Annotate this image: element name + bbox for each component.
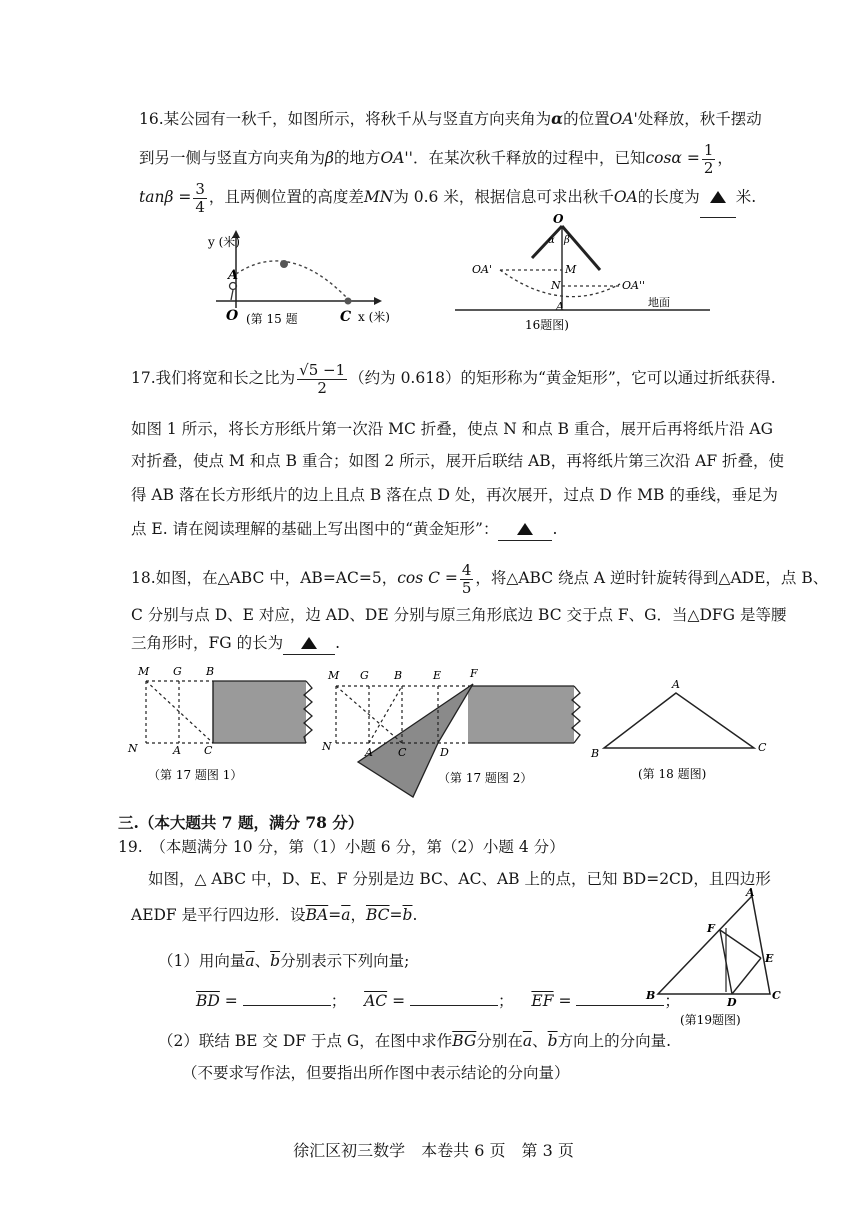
point-e-label: E [765, 952, 774, 965]
text: 三角形时，FG 的长为 [131, 634, 284, 652]
figure-18-caption: (第 18 题图) [638, 767, 707, 781]
point-m-label: M [565, 263, 577, 276]
point-a-label: A [228, 268, 239, 283]
text: ； [330, 992, 347, 1010]
q19-line-1: 如图，△ ABC 中，D、E、F 分别是边 BC、AC、AB 上的点，已知 BD=2CD，且四边形 [148, 870, 771, 888]
vector-a: $\overline{a}$ [245, 952, 255, 970]
y-axis-label: y (米) [208, 235, 240, 249]
text: 的位置 [563, 110, 610, 128]
text: 16.某公园有一秋千，如图所示，将秋千从与竖直方向夹角为 [139, 110, 552, 128]
text: 、 [254, 952, 271, 970]
text: 为 0.6 米，根据信息可求出秋千 [393, 188, 614, 206]
point-b-label: B [206, 665, 215, 678]
ball-point [280, 260, 288, 268]
q18-line-3 [131, 632, 340, 655]
point-m-label: M [328, 669, 340, 682]
denominator: 4 [195, 197, 205, 216]
text: 分别在 [476, 1032, 523, 1050]
point-c-label: C [398, 746, 407, 759]
person-body [231, 290, 233, 300]
figure-18 [588, 675, 778, 790]
denominator: 2 [703, 158, 714, 177]
text: AEDF 是平行四边形．设 [131, 906, 306, 924]
answer-blank [283, 632, 335, 655]
point-f-label: F [470, 667, 478, 680]
q16-line-1 [139, 108, 762, 130]
text: （1）用向量 [158, 952, 246, 970]
text: = [328, 906, 342, 924]
point-e-label: E [433, 669, 442, 682]
text: = [392, 992, 406, 1010]
text: . [552, 520, 558, 538]
point-n-label: N [322, 740, 332, 753]
ac-answer-field[interactable] [410, 1005, 498, 1006]
numerator: 3 [195, 179, 205, 198]
point-f-label: F [707, 922, 715, 935]
section-3-heading [118, 812, 363, 834]
text: ， [717, 149, 733, 167]
text: . [335, 634, 341, 652]
q19-part-1 [158, 950, 409, 972]
fraction-three-quarters [193, 181, 207, 216]
point-a-label: A [672, 678, 680, 691]
fraction-four-fifths [460, 562, 474, 597]
vector-bc: $\overline{BC}$ [365, 906, 390, 924]
paper-shaded-region [213, 681, 306, 743]
trajectory-curve [236, 261, 350, 301]
text: （约为 0.618）的矩形称为“黄金矩形”，它可以通过折纸获得. [349, 369, 776, 387]
point-d-label: D [440, 746, 449, 759]
figure-15-caption: (第 15 题 [246, 312, 298, 326]
text: 的地方 [333, 149, 381, 167]
landing-point [345, 298, 352, 305]
denominator: 2 [317, 378, 327, 397]
point-g-label: G [173, 665, 182, 678]
figure-15 [200, 228, 410, 333]
oa1-label: OA' [472, 263, 492, 276]
point-c-label: C [772, 989, 781, 1002]
oa1-label: OA' [609, 110, 638, 128]
section-title: （本大题共 7 题，满分 78 分） [138, 813, 364, 832]
figure-17-2 [318, 662, 588, 802]
text: ．在某次秋千释放的过程中，已知 [412, 149, 646, 167]
vector-ac: $\overline{AC}$ [364, 992, 388, 1010]
vector-bd: $\overline{BD}$ [196, 992, 220, 1010]
text: 17.我们将宽和长之比为 [131, 369, 296, 387]
answer-blank [498, 518, 552, 541]
point-a-label: A [173, 744, 181, 757]
point-a-label: A [556, 300, 564, 313]
q16-line-2 [139, 138, 733, 178]
figure-17-1 [118, 662, 328, 787]
paper-shaded-region [468, 686, 574, 743]
figure-16-caption: 16题图) [525, 318, 569, 332]
text: = [558, 992, 572, 1010]
vector-bg: $\overline{BG}$ [452, 1032, 477, 1050]
golden-ratio-fraction [297, 362, 347, 397]
oa-label: OA [613, 188, 638, 206]
point-o-label: O [553, 212, 564, 226]
text: 点 E. 请在阅读理解的基础上写出图中的“黄金矩形”： [131, 520, 499, 538]
point-c-label: C [340, 309, 352, 325]
x-axis-label: x (米) [358, 310, 390, 324]
text: = [224, 992, 238, 1010]
vector-ba: $\overline{BA}$ [305, 906, 329, 924]
text: （2）联结 BE 交 DF 于点 G，在图中求作 [158, 1032, 453, 1050]
ground-label: 地面 [648, 296, 670, 309]
point-d-label: D [727, 996, 737, 1009]
vector-a: $\overline{a}$ [341, 906, 351, 924]
text: . [412, 906, 418, 924]
figure-19-caption: (第19题图) [680, 1013, 741, 1027]
point-c-label: C [758, 741, 767, 754]
alpha-angle-label: α [548, 235, 555, 246]
q17-line-5 [131, 518, 557, 541]
section-number: 三. [118, 813, 139, 832]
figure-19 [640, 888, 790, 1038]
q19-part-2-note: （不要求写作法，但要指出所作图中表示结论的分向量） [182, 1064, 570, 1082]
vector-ef: $\overline{EF}$ [531, 992, 554, 1010]
point-b-label: B [646, 989, 656, 1002]
vector-a: $\overline{a}$ [522, 1032, 533, 1050]
page-footer: 徐汇区初三数学 本卷共 6 页 第 3 页 [293, 1141, 574, 1160]
figure-17-1-caption: （第 17 题图 1） [148, 768, 243, 782]
text: 米. [735, 188, 757, 206]
q17-line-4: 得 AB 落在长方形纸片的边上且点 B 落在点 D 处，再次展开，过点 D 作 MB 的垂线，垂足为 [131, 486, 778, 504]
segment-de [732, 958, 761, 994]
q19-header: 19. （本题满分 10 分，第（1）小题 6 分，第（2）小题 4 分） [118, 838, 565, 856]
oa2-label: OA'' [622, 279, 646, 292]
text: ； [498, 992, 514, 1010]
numerator: √5 −1 [299, 360, 346, 379]
alpha-symbol: α [551, 109, 564, 128]
figure-17-2-caption: （第 17 题图 2） [438, 771, 533, 785]
mn-label: MN [363, 188, 394, 206]
cos-c: cos C = [397, 569, 458, 587]
q17-line-2: 如图 1 所示，将长方形纸片第一次沿 MC 折叠，使点 N 和点 B 重合，展开后再将纸片沿 AG [131, 420, 773, 438]
point-m-label: M [138, 665, 150, 678]
q17-line-3: 对折叠，使点 M 和点 B 重合；如图 2 所示，展开后联结 AB，再将纸片第三次沿 AF 折叠，使 [131, 452, 785, 470]
text: ，且两侧位置的高度差 [208, 188, 364, 206]
x-axis-arrow-icon [374, 297, 382, 305]
point-c-label: C [204, 744, 213, 757]
denominator: 5 [461, 578, 472, 597]
text: ； [664, 992, 680, 1010]
triangle-marker-icon [301, 637, 317, 649]
q18-line-2: C 分别与点 D、E 对应，边 AD、DE 分别与原三角形底边 BC 交于点 F、G．当△DFG 是等腰 [131, 606, 787, 624]
triangle-abc [604, 693, 754, 748]
text: ， [350, 906, 366, 924]
text: 处释放，秋千摆动 [637, 110, 762, 128]
q19-line-2 [131, 904, 417, 926]
vector-b: $\overline{b}$ [402, 906, 413, 924]
text: ，将△ABC 绕点 A 逆时针旋转得到△ADE，点 B、 [475, 569, 829, 587]
q19-part-2 [158, 1030, 671, 1052]
vector-b: $\overline{b}$ [270, 952, 281, 970]
text: 18.如图，在△ABC 中，AB=AC=5， [131, 569, 398, 587]
origin-label: O [226, 308, 239, 324]
beta-angle-label: β [564, 235, 570, 246]
text: 方向上的分向量. [557, 1032, 671, 1050]
point-a-label: A [746, 888, 755, 899]
numerator: 4 [461, 560, 472, 579]
vector-b: $\overline{b}$ [547, 1032, 558, 1050]
q18-line-1 [131, 556, 828, 600]
point-n-label: N [551, 279, 561, 292]
oa2-label: OA'' [380, 149, 413, 167]
figure-16 [450, 210, 720, 335]
numerator: 1 [703, 140, 714, 159]
q17-line-1 [131, 356, 776, 400]
triangle-marker-icon [710, 191, 726, 203]
text: 分别表示下列向量; [280, 952, 410, 970]
text: 、 [532, 1032, 548, 1050]
bd-answer-field[interactable] [243, 1005, 331, 1006]
text: = [389, 906, 403, 924]
tan-beta: tanβ = [139, 188, 192, 206]
text: 的长度为 [637, 188, 700, 206]
cos-alpha: cosα = [645, 149, 700, 167]
point-b-label: B [591, 747, 600, 760]
point-g-label: G [360, 669, 369, 682]
point-a-label: A [365, 746, 373, 759]
triangle-abc [658, 896, 770, 994]
q19-blanks [196, 990, 680, 1012]
fraction-half [702, 142, 716, 177]
point-b-label: B [394, 669, 403, 682]
ab-dashed-line [369, 686, 402, 743]
beta-symbol: β [325, 149, 334, 167]
swing-left-arm [532, 226, 562, 258]
triangle-marker-icon [517, 523, 533, 535]
point-n-label: N [128, 742, 138, 755]
text: 到另一侧与竖直方向夹角为 [139, 149, 326, 167]
